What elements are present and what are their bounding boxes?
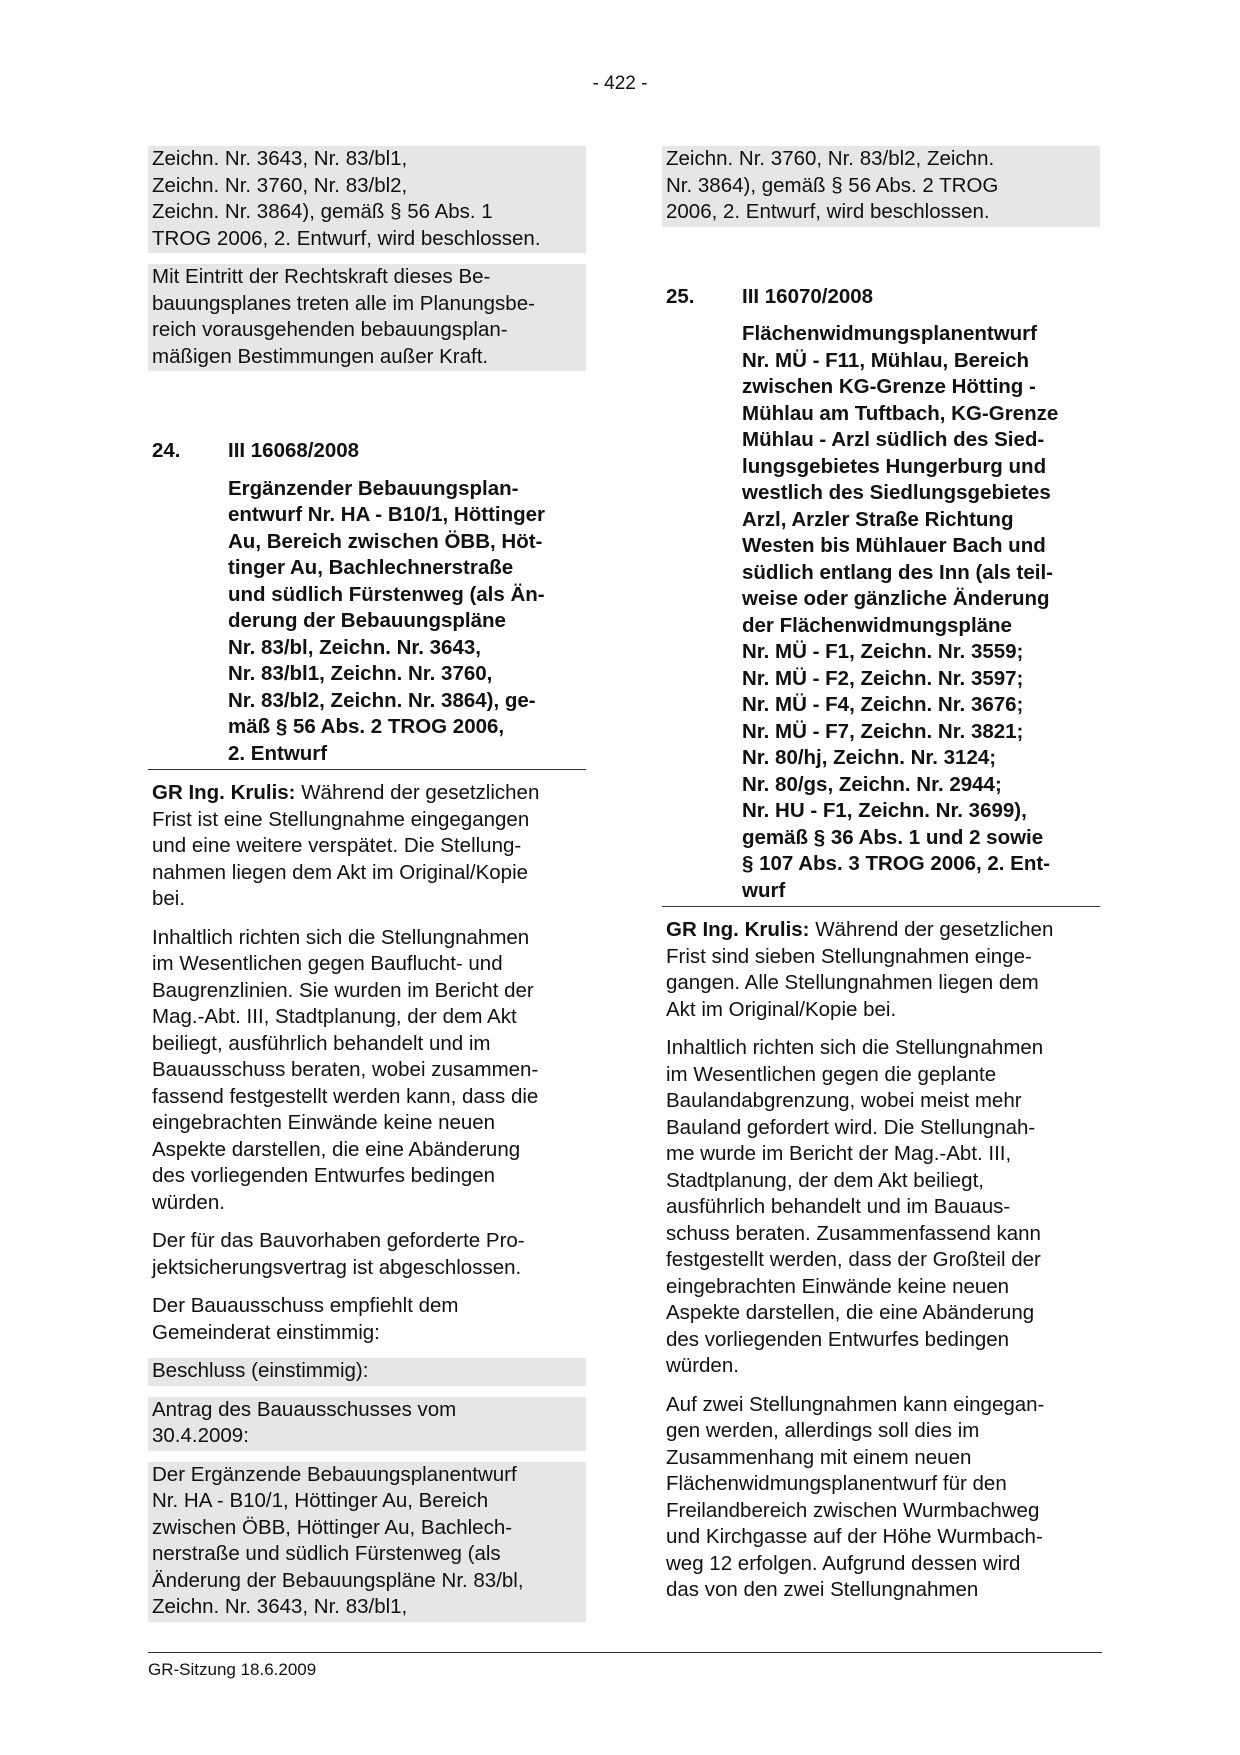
footer-divider — [148, 1652, 1102, 1653]
resolution-effect-text: Mit Eintritt der Rechtskraft dieses Be- bauungsplanes treten alle im Planungsbe- reich vorausgehenden bebauungsplan- mäßigen Bestimmungen außer Kraft. — [148, 264, 586, 371]
resolution-label: Beschluss (einstimmig): — [148, 1358, 586, 1386]
agenda-item-number: 24. — [152, 439, 181, 462]
agenda-item-reference: III 16070/2008 — [742, 284, 874, 308]
agenda-item-25-title: Flächenwidmungsplanentwurf Nr. MÜ - F11, Mühlau, Bereich zwischen KG-Grenze Hötting - Mühlau am Tuftbach, KG-Grenze Mühlau - Arzl südlich des Sied- lungsgebietes Hungerburg und westlich des Siedlungsgebietes Arzl, Arzler Straße Richtung Westen bis Mühlauer Bach und südlich entlang des Inn (als teil- weise oder gänzliche Änderung der Flächenwidmungspläne Nr. MÜ - F1, Zeichn. Nr. 3559; Nr. MÜ - F2, Zeichn. Nr. 3597; Nr. MÜ - F4, Zeichn. Nr. 3676; Nr. MÜ - F7, Zeichn. Nr. 3821; Nr. 80/hj, Zeichn. Nr. 3124; Nr. 80/gs, Zeichn. Nr. 2944; Nr. HU - F1, Zeichn. Nr. 3699), gemäß § 36 Abs. 1 und 2 sowie § 107 Abs. 3 TROG 2006, 2. Ent- wurf — [662, 321, 1100, 907]
content-paragraph: Inhaltlich richten sich die Stellungnahmen im Wesentlichen gegen die geplante Baulandabgrenzung, wobei meist mehr Bauland gefordert wird. Die Stellungnah- me wurde im Bericht der Mag.-Abt. III, Stadtplanung, der dem Akt beiliegt, ausführlich behandelt und im Bauaus- schuss beraten. Zusammenfassend kann festgestellt werden, dass der Großteil der eingebrachten Einwände keine neuen Aspekte darstellen, die eine Abänderung des vorliegenden Entwurfes bedingen würden. — [666, 1036, 1044, 1377]
footer-session-date: GR-Sitzung 18.6.2009 — [148, 1660, 317, 1679]
agenda-item-reference: III 16068/2008 — [228, 439, 360, 462]
content-paragraph: Inhaltlich richten sich die Stellungnahmen im Wesentlichen gegen Bauflucht- und Baugrenzlinien. Sie wurden im Bericht der Mag.-Abt. III, Stadtplanung, der dem Akt beiliegt, ausführlich behandelt und im Bauausschuss beraten, wobei zusammen- fassend festgestellt werden kann, dass die eingebrachten Einwände keine neuen Aspekte darstellen, die eine Abänderung des vorliegenden Entwurfes bedingen würden. — [152, 925, 539, 1214]
recommendation-paragraph: Der Bauausschuss empfiehlt dem Gemeinderat einstimmig: — [152, 1294, 459, 1344]
statement-text: Während der gesetzlichen Frist ist eine Stellungnahme eingegangen und eine weitere verspätet. Die Stellung- nahmen liegen dem Akt im Original/Kopie bei. — [152, 781, 540, 910]
agenda-item-25-header — [662, 284, 1100, 311]
motion-label: Antrag des Bauausschusses vom 30.4.2009: — [148, 1397, 586, 1451]
statement-paragraph — [148, 780, 586, 914]
right-column — [662, 146, 1100, 1616]
agenda-item-24-header — [148, 438, 586, 465]
left-column — [148, 146, 586, 1633]
agenda-item-24-title: Ergänzender Bebauungsplan- entwurf Nr. HA - B10/1, Höttinger Au, Bereich zwischen ÖBB, Höt- tinger Au, Bachlechnerstraße und südlich Fürstenweg (als Än- derung der Bebauungspläne Nr. 83/bl, Zeichn. Nr. 3643, Nr. 83/bl1, Zeichn. Nr. 3760, Nr. 83/bl2, Zeichn. Nr. 3864), ge- mäß § 56 Abs. 2 TROG 2006, 2. Entwurf — [148, 476, 586, 771]
page-number: - 422 - — [592, 73, 648, 94]
resolution-text-continued: Zeichn. Nr. 3643, Nr. 83/bl1, Zeichn. Nr. 3760, Nr. 83/bl2, Zeichn. Nr. 3864), gemäß § 56 Abs. 1 TROG 2006, 2. Entwurf, wird beschlossen. — [148, 146, 586, 253]
agenda-item-number: 25. — [666, 284, 695, 308]
statement-text: Während der gesetzlichen Frist sind sieben Stellungnahmen einge- gangen. Alle Stellungnahmen liegen dem Akt im Original/Kopie bei. — [666, 918, 1054, 1021]
resolution-text-continued: Zeichn. Nr. 3760, Nr. 83/bl2, Zeichn. Nr. 3864), gemäß § 56 Abs. 2 TROG 2006, 2. Entwurf, wird beschlossen. — [662, 146, 1100, 227]
resolution-text: Der Ergänzende Bebauungsplanentwurf Nr. HA - B10/1, Höttinger Au, Bereich zwischen ÖBB, Höttinger Au, Bachlech- nerstraße und südlich Fürstenweg (als Änderung der Bebauungspläne Nr. 83/bl, Zeichn. Nr. 3643, Nr. 83/bl1, — [148, 1462, 586, 1622]
consideration-paragraph: Auf zwei Stellungnahmen kann eingegan- gen werden, allerdings soll dies im Zusammenhang mit einem neuen Flächenwidmungsplanentwurf für den Freilandbereich zwischen Wurmbachweg und Kirchgasse auf der Höhe Wurmbach- weg 12 erfolgen. Aufgrund dessen wird das von den zwei Stellungnahmen — [666, 1392, 1045, 1601]
speaker-name: GR Ing. Krulis: — [666, 918, 810, 941]
statement-paragraph — [662, 917, 1100, 1024]
contract-paragraph: Der für das Bauvorhaben geforderte Pro- jektsicherungsvertrag ist abgeschlossen. — [152, 1229, 525, 1279]
speaker-name: GR Ing. Krulis: — [152, 781, 296, 804]
